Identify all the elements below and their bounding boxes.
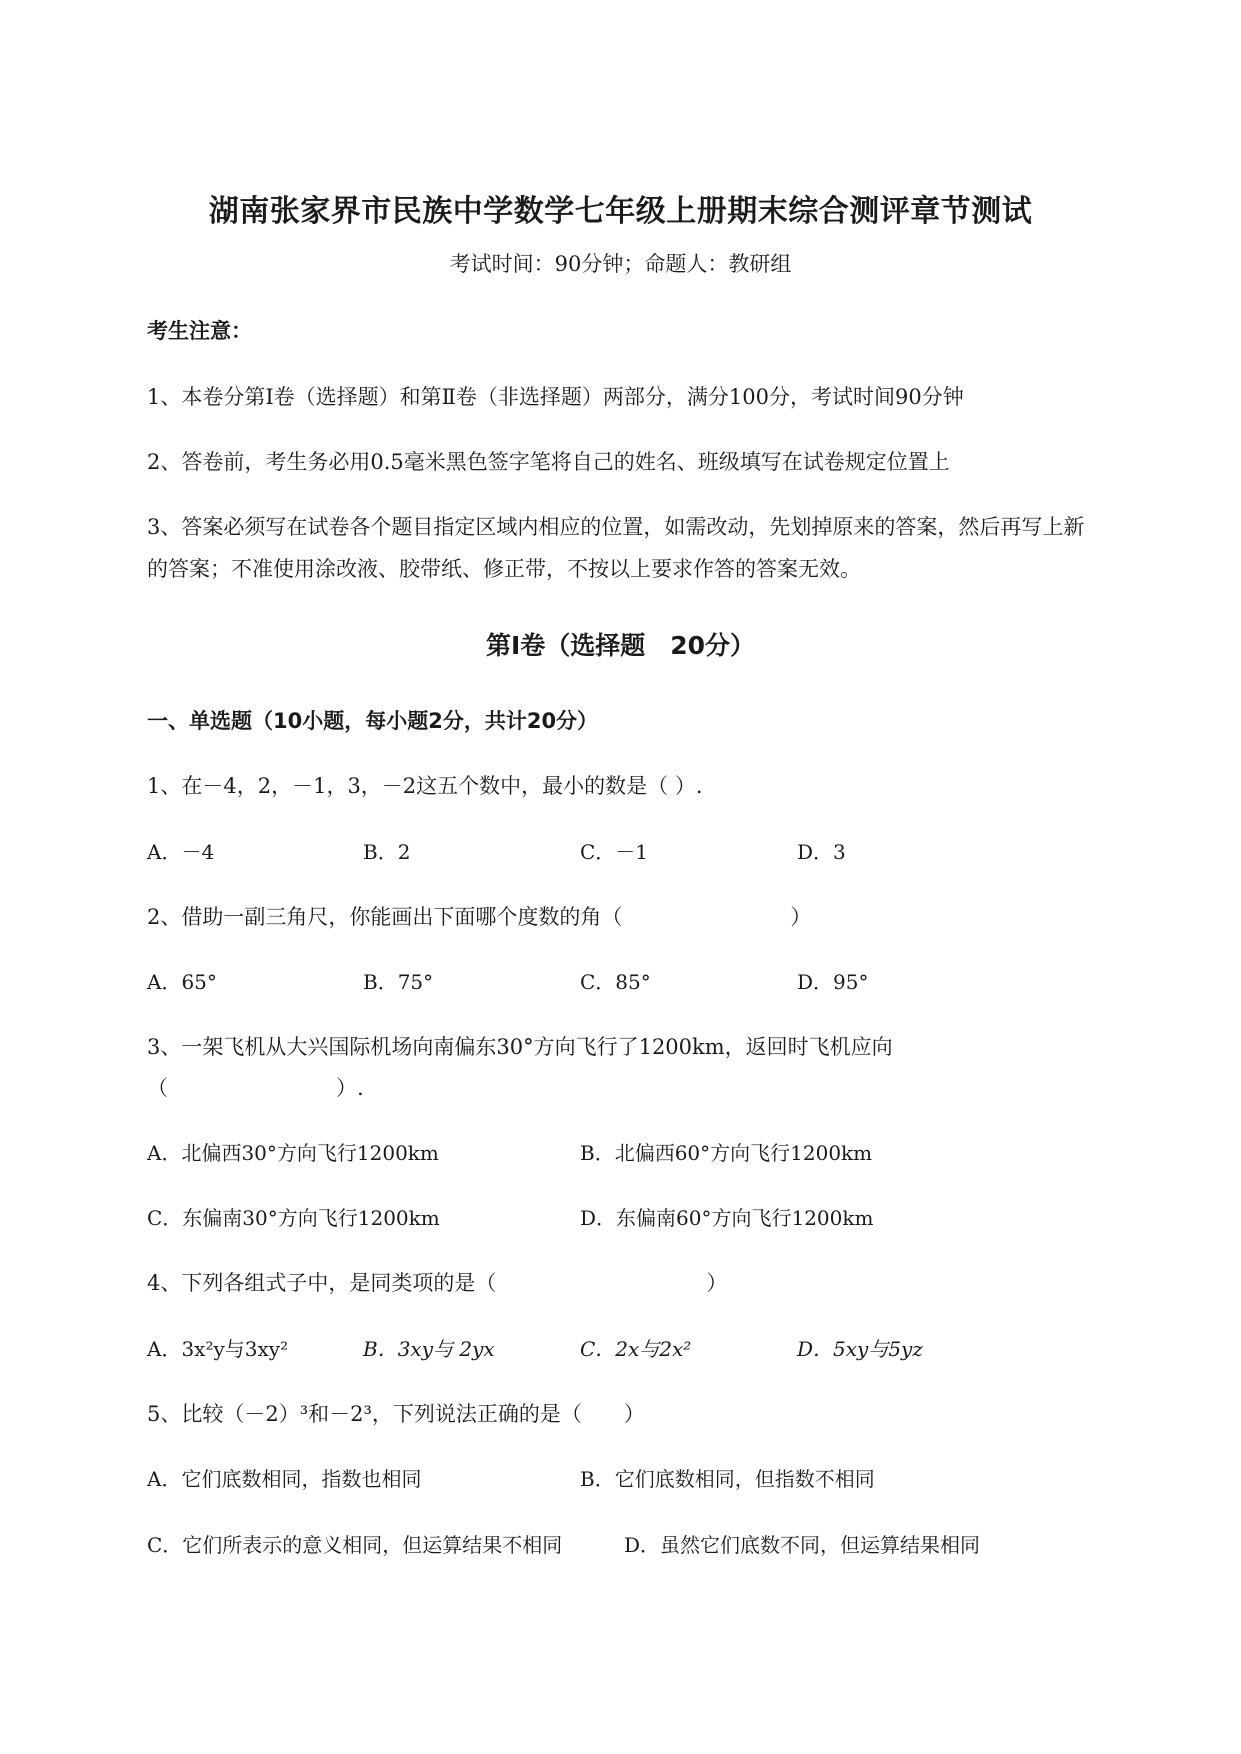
option-a: A．－4: [147, 840, 215, 864]
notice-item: 1、本卷分第Ⅰ卷（选择题）和第Ⅱ卷（非选择题）两部分，满分100分，考试时间90分钟: [147, 385, 964, 409]
option-d: D．5xy与5yz: [797, 1337, 923, 1361]
option-c: C．85°: [580, 970, 651, 994]
section-title: 第Ⅰ卷（选择题 20分）: [485, 631, 756, 660]
option-d: D．东偏南60°方向飞行1200km: [580, 1206, 874, 1230]
option-b: B．2: [363, 840, 411, 864]
notice-item: 3、答案必须写在试卷各个题目指定区域内相应的位置，如需改动，先划掉原来的答案，然后再写上新: [147, 515, 1085, 539]
notice-heading: 考生注意：: [147, 319, 252, 343]
option-d: D．虽然它们底数不同，但运算结果相同: [624, 1533, 981, 1557]
option-b: B．它们底数相同，但指数不相同: [580, 1467, 875, 1491]
question-stem: 1、在－4，2，－1，3，－2这五个数中，最小的数是（ ）.: [147, 774, 703, 798]
part-heading: 一、单选题（10小题，每小题2分，共计20分）: [147, 709, 599, 733]
page-title: 湖南张家界市民族中学数学七年级上册期末综合测评章节测试: [208, 194, 1033, 229]
option-b: B．北偏西60°方向飞行1200km: [580, 1141, 873, 1165]
option-c: C．－1: [580, 840, 649, 864]
question-stem-continued: （ ）.: [147, 1076, 364, 1100]
option-c: C．2x与2x²: [580, 1337, 692, 1361]
notice-item: 2、答卷前，考生务必用0.5毫米黑色签字笔将自己的姓名、班级填写在试卷规定位置上: [147, 450, 950, 474]
option-a: A．3x²y与3xy²: [147, 1337, 289, 1361]
question-stem: 3、一架飞机从大兴国际机场向南偏东30°方向飞行了1200km，返回时飞机应向: [147, 1035, 893, 1059]
option-b: B．75°: [363, 970, 434, 994]
option-d: D．3: [797, 840, 846, 864]
notice-item-continued: 的答案；不准使用涂改液、胶带纸、修正带，不按以上要求作答的答案无效。: [147, 557, 861, 581]
option-d: D．95°: [797, 970, 869, 994]
option-a: A．它们底数相同，指数也相同: [147, 1467, 422, 1491]
option-a: A．北偏西30°方向飞行1200km: [147, 1141, 439, 1165]
question-stem: 2、借助一副三角尺，你能画出下面哪个度数的角（ ）: [147, 905, 812, 929]
exam-info: 考试时间：90分钟；命题人：教研组: [449, 252, 792, 276]
question-stem: 4、下列各组式子中，是同类项的是（ ）: [147, 1271, 728, 1295]
option-a: A．65°: [147, 970, 217, 994]
option-c: C．它们所表示的意义相同，但运算结果不相同: [147, 1533, 563, 1557]
question-stem: 5、比较（－2）³和－2³，下列说法正确的是（ ）: [147, 1402, 645, 1426]
option-b: B．3xy与 2yx: [363, 1337, 495, 1361]
option-c: C．东偏南30°方向飞行1200km: [147, 1206, 440, 1230]
